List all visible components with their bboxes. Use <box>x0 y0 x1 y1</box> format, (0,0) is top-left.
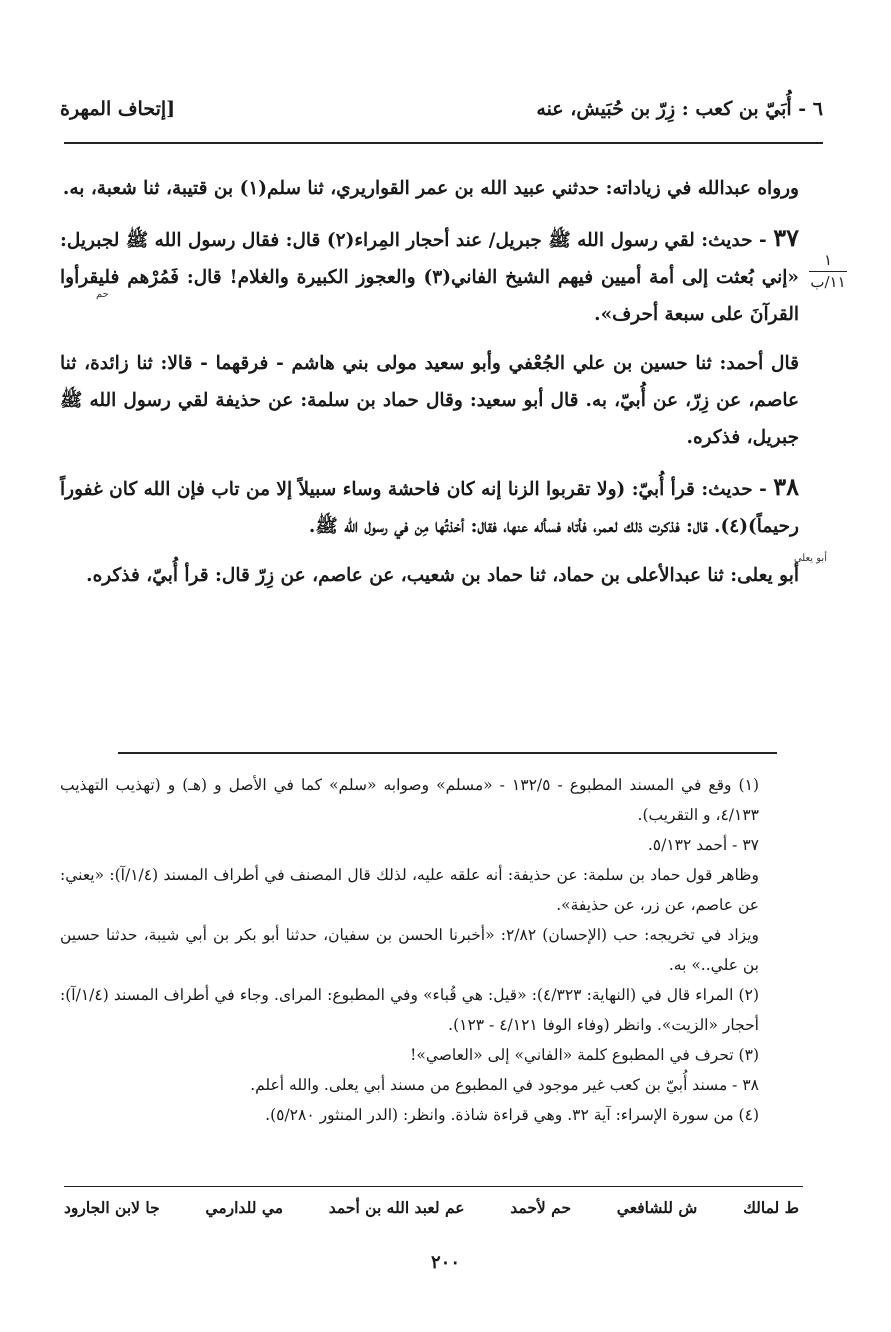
intro-text: ورواه عبدالله في زياداته: حدثني عبيد الله بن عمر القواريري، ثنا سلم(١) بن قتيبة، ثنا شعبة، به. <box>62 178 799 199</box>
abuyala-paragraph <box>60 557 799 594</box>
sigla-key <box>64 1198 799 1217</box>
header-chapter: ٦ - أُبَيّ بن كعب : زِرّ بن حُبَيش، عنه <box>536 98 823 120</box>
hadith-38 <box>60 468 799 545</box>
footnote-8: (٤) من سورة الإسراء: آية ٣٢. وهي قراءة شاذة. وانظر: (الدر المنثور ٥/٢٨٠). <box>265 1106 759 1124</box>
ahmad-paragraph <box>60 345 799 456</box>
ahmad-text: ثنا حسين بن علي الجُعْفي وأبو سعيد مولى بني هاشم - فرقهما - قالا: ثنا زائدة، ثنا عاصم، عن زِرّ، عن أُبيّ، به. قال أبو سعيد: وقال حماد بن سلمة: عن حذيفة لقي رسول الله ﷺ جبريل، فذكره. <box>60 353 799 448</box>
intro-paragraph <box>60 170 799 207</box>
footnotes <box>60 770 805 1130</box>
footnote-4: ويزاد في تخريجه: حب (الإحسان) ٢/٨٢: «أخبرنا الحسن بن سفيان، حدثنا أبو بكر بن أبي شيبة، حدثنا حسين بن علي..» به. <box>60 926 759 974</box>
footnote-1: (١) وقع في المسند المطبوع - ١٣٢/٥ - «مسلم» وصوابه «سلم» كما في الأصل و (هـ) و (تهذيب التهذيب ٤/١٣٣، و التقريب). <box>60 776 759 824</box>
hadith-label-38: - حديث: <box>701 479 767 500</box>
folio-marker <box>805 252 851 291</box>
siglum-darimi: مي للدارمي <box>205 1198 284 1217</box>
hadith-text-38: قرأ أُبيّ: (ولا تقربوا الزنا إنه كان فاحشة وساء سبيلاً إلا من تاب فإن الله كان غفوراً رحيماً)(٤). قال: فذكرت ذلك لعمر، فأتاه فسأله عنها، فقال: أخذتُها مِن في رسول الله ﷺ. <box>60 479 799 537</box>
hadith-text-37: لقي رسول الله ﷺ جبريل/ عند أحجار المِراء(٢) قال: فقال رسول الله ﷺ لجبريل: «إني بُعثت إلى أمة أميين فيهم الشيخ الفاني(٣) والعجوز الكبيرة والغلام! قال: فَمُرْهم فليقرأوا القرآنَ على سبعة أحرف». <box>60 230 799 325</box>
hadith-label-37: - حديث: <box>701 230 767 251</box>
footnote-5: (٢) المراء قال في (النهاية: ٤/٣٢٣): «قيل: هي قُباء» وفي المطبوع: المراى. وجاء في أطراف المسند (١/٤/آ): أحجار «الزيت». وانظر (وفاء الوفا ٤/١٢١ - ١٢٣). <box>60 986 759 1034</box>
hadith-number-37: ٣٧ <box>773 223 799 252</box>
source-siglum-38: أبو يعلى <box>793 553 827 564</box>
siglum-ahmad: حم لأحمد <box>510 1198 572 1217</box>
main-text <box>60 170 799 606</box>
siglum-shafii: ش للشافعي <box>616 1198 698 1217</box>
siglum-abdullah: عم لعبد الله بن أحمد <box>328 1198 465 1217</box>
siglum-malik: ط لمالك <box>743 1198 799 1217</box>
footnote-6: (٣) تحرف في المطبوع كلمة «الفاني» إلى «العاصي»! <box>410 1046 759 1064</box>
header-book-title: [إتحاف المهرة <box>60 98 176 120</box>
siglum-ibn-jarud: جا لابن الجارود <box>64 1198 160 1217</box>
hadith-number-38: ٣٨ <box>773 472 799 501</box>
sigla-divider <box>64 1186 803 1187</box>
ahmad-lead: قال أحمد: <box>719 353 799 374</box>
footnote-2: ٣٧ - أحمد ٥/١٣٢. <box>647 836 759 854</box>
footnote-divider <box>118 752 777 754</box>
source-siglum-37: حم <box>96 289 109 300</box>
footnote-7: ٣٨ - مسند أُبيّ بن كعب غير موجود في المطبوع من مسند أبي يعلى. والله أعلم. <box>250 1076 759 1094</box>
folio-rule <box>809 271 847 272</box>
running-header <box>60 92 823 126</box>
folio-top: ١ <box>823 251 833 269</box>
page-number: ٢٠٠ <box>430 1252 460 1273</box>
footnote-3: وظاهر قول حماد بن سلمة: عن حذيفة: أنه علقه عليه، لذلك قال المصنف في أطراف المسند (١/٤/آ): «يعني: عن عاصم، عن زر، عن حذيفة». <box>60 866 759 914</box>
folio-bottom: ١١/ب <box>810 273 846 291</box>
hadith-37 <box>60 219 799 333</box>
header-divider <box>64 142 823 144</box>
abuyala-text: ثنا عبدالأعلى بن حماد، ثنا حماد بن شعيب، عن عاصم، عن زِرّ قال: قرأ أُبيّ، فذكره. <box>86 565 724 586</box>
abuyala-lead: أبو يعلى: <box>730 565 799 586</box>
